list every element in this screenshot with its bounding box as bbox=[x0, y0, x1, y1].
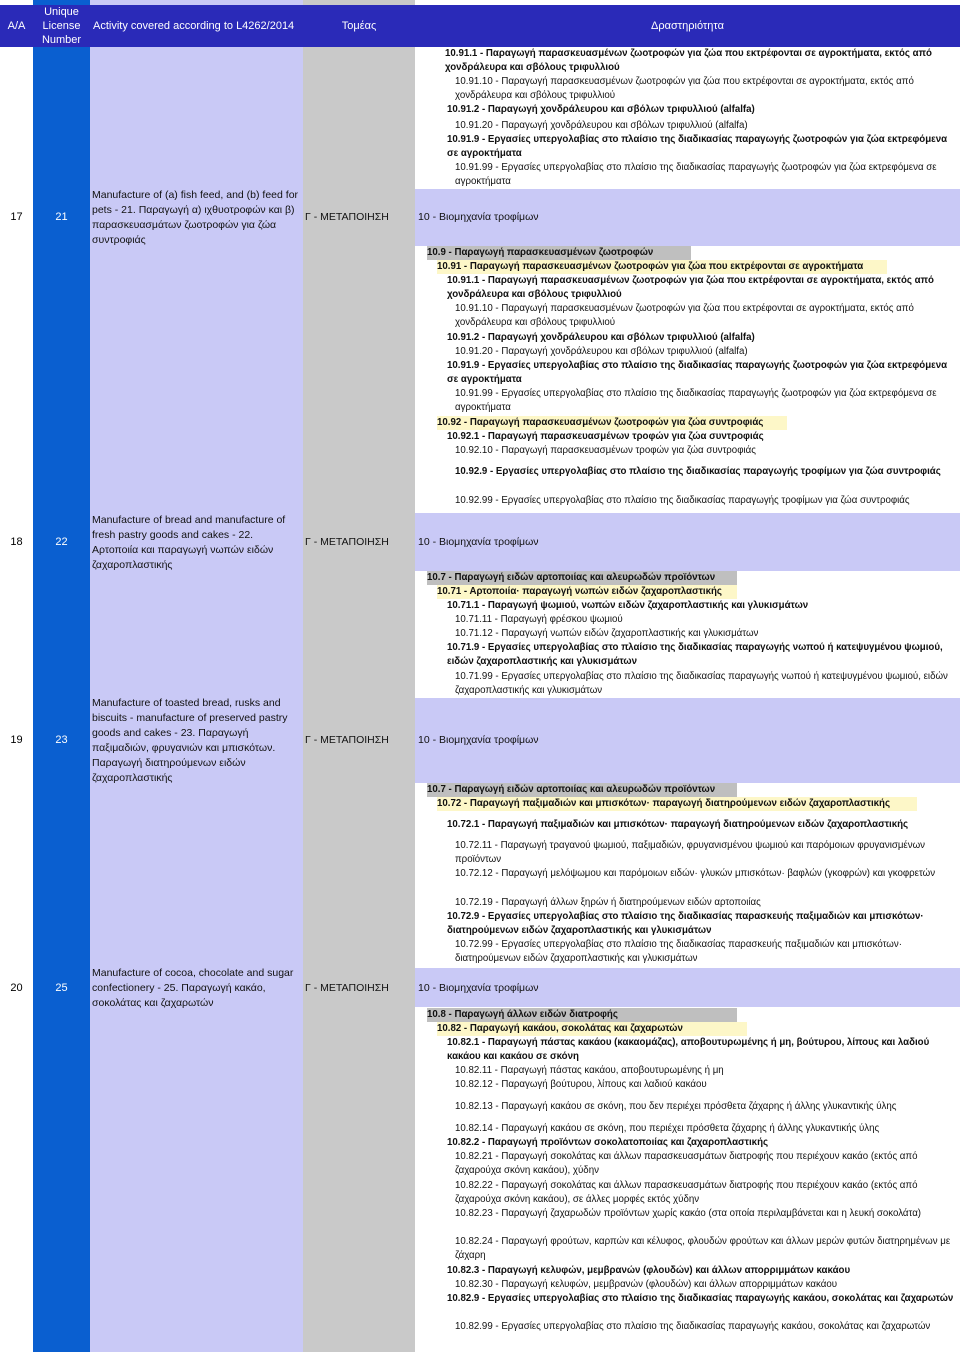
activity-code-line: 10.71.1 - Παραγωγή ψωμιού, νωπών ειδών ζαχαροπλαστικής και γλυκισμάτων bbox=[447, 600, 809, 611]
row-division-20: 10 - Βιομηχανία τροφίμων bbox=[418, 982, 539, 994]
activity-code-line: 10.91.1 - Παραγωγή παρασκευασμένων ζωοτροφών για ζώα που εκτρέφονται σε αγροκτήματα, εκτός από χονδράλευρα και σβόλους τριφυλλιού bbox=[447, 275, 934, 300]
activity-code-line: 10.82.23 - Παραγωγή ζαχαρωδών προϊόντων χωρίς κακάο (στα οποία περιλαμβάνεται και η λευκή σοκολάτα) bbox=[455, 1208, 922, 1219]
header-aa bbox=[0, 5, 33, 47]
column-aa bbox=[0, 0, 33, 1352]
header-aa-label: A/A bbox=[7, 20, 26, 32]
column-sector bbox=[303, 0, 415, 1352]
activity-code-line: 10.91.1 - Παραγωγή παρασκευασμένων ζωοτροφών για ζώα που εκτρέφονται σε αγροκτήματα, εκτός από χονδράλευρα και σβόλους τριφυλλιού bbox=[445, 48, 932, 73]
header-sector-label: Τομέας bbox=[341, 20, 377, 32]
row-aa-19: 19 bbox=[10, 734, 23, 746]
row-activity-17: Manufacture of (a) fish feed, and (b) feed for pets - 21. Παραγωγή α) ιχθυοτροφών και β) παρασκευασμάτων ζωοτροφών για ζώα συντροφιάς bbox=[92, 189, 299, 246]
activity-code-line: 10.82.21 - Παραγωγή σοκολάτας και άλλων παρασκευασμάτων διατροφής που περιέχουν κακάο (εκτός από ζαχαρούχα σκόνη κακάου), χύδην bbox=[455, 1151, 918, 1176]
activity-code-line: 10.82.99 - Εργασίες υπεργολαβίας στο πλαίσιο της διαδικασίας παραγωγής κακάου, σοκολάτας και ζαχαρωτών bbox=[455, 1321, 931, 1332]
activity-code-line: 10.72.11 - Παραγωγή τραγανού ψωμιού, παξιμαδιών, φρυγανισμένου ψωμιού και παρόμοιων φρυγανισμένων προϊόντων bbox=[455, 840, 925, 865]
activity-code-line: 10.72.99 - Εργασίες υπεργολαβίας στο πλαίσιο της διαδικασίας παρασκευής παξιμαδιών και μπισκότων· διατηρούμενων ειδών ζαχαροπλαστικής και γλυκισμάτων bbox=[455, 939, 902, 964]
activity-code-line: 10.82.22 - Παραγωγή σοκολάτας και άλλων παρασκευασμάτων διατροφής που περιέχουν κακάο (εκτός από ζαχαρούχα σκόνη κακάου), σε άλλες μορφές εκτός χύδην bbox=[455, 1180, 918, 1205]
header-activity-gr bbox=[415, 5, 960, 47]
row-license-20: 25 bbox=[55, 982, 68, 994]
activity-code-line: 10.72.19 - Παραγωγή άλλων ξηρών ή διατηρούμενων ειδών αρτοποιίας bbox=[455, 897, 761, 908]
activity-code-line: 10.8 - Παραγωγή άλλων ειδών διατροφής bbox=[427, 1008, 737, 1022]
row-activity-20: Manufacture of cocoa, chocolate and sugar confectionery - 25. Παραγωγή κακάο, σοκολάτας και ζαχαρωτών bbox=[92, 967, 294, 1009]
column-license bbox=[33, 0, 90, 1352]
activity-code-line: 10.72.12 - Παραγωγή μελόψωμου και παρόμοιων ειδών· γλυκών μπισκότων· βαφλών (γκοφρών) και γκοφρετών bbox=[455, 868, 936, 879]
activity-code-line: 10.82.14 - Παραγωγή κακάου σε σκόνη, που περιέχει πρόσθετα ζάχαρης ή άλλης γλυκαντικής ύλης bbox=[455, 1123, 880, 1134]
header-license-line2: License bbox=[42, 20, 81, 32]
activity-code-line: 10.82.24 - Παραγωγή φρούτων, καρπών και κέλυφος, φλουδών φρούτων και άλλων μερών φυτών διατηρημένων με ζάχαρη bbox=[455, 1236, 951, 1261]
header-license-line1: Unique bbox=[44, 6, 79, 18]
activity-code-line: 10.82.1 - Παραγωγή πάστας κακάου (κακαομάζας), αποβουτυρωμένης ή μη, βούτυρου, λίπους και λαδιού κακάου και κακάου σε σκόνη bbox=[447, 1037, 930, 1062]
row-license-19: 23 bbox=[55, 734, 68, 746]
activity-code-line: 10.91 - Παραγωγή παρασκευασμένων ζωοτροφών για ζώα που εκτρέφονται σε αγροκτήματα bbox=[437, 260, 887, 274]
activity-code-line: 10.91.99 - Εργασίες υπεργολαβίας στο πλαίσιο της διαδικασίας παραγωγής ζωοτροφών για ζώα εκτρεφόμενα σε αγροκτήματα bbox=[455, 388, 937, 413]
header-activity-label: Activity covered according to L4262/2014 bbox=[93, 20, 295, 32]
row-aa-17: 17 bbox=[10, 211, 23, 223]
header-activity-gr-label: Δραστηριότητα bbox=[651, 20, 724, 32]
row-aa-20: 20 bbox=[10, 982, 23, 994]
row-division-19: 10 - Βιομηχανία τροφίμων bbox=[418, 734, 539, 746]
row-sector-19: Γ - ΜΕΤΑΠΟΙΗΣΗ bbox=[305, 734, 389, 746]
row-license-18: 22 bbox=[55, 536, 68, 548]
activity-code-line: 10.7 - Παραγωγή ειδών αρτοποιίας και αλευρωδών προϊόντων bbox=[427, 783, 737, 797]
activity-code-line: 10.82.13 - Παραγωγή κακάου σε σκόνη, που δεν περιέχει πρόσθετα ζάχαρης ή άλλης γλυκαντικής ύλης bbox=[455, 1101, 897, 1112]
activity-code-line: 10.91.2 - Παραγωγή χονδράλευρου και σβόλων τριφυλλιού (alfalfa) bbox=[447, 332, 755, 343]
activity-code-line: 10.92.9 - Εργασίες υπεργολαβίας στο πλαίσιο της διαδικασίας παραγωγής τροφίμων για ζώα συντροφιάς bbox=[455, 466, 941, 477]
row-division-18: 10 - Βιομηχανία τροφίμων bbox=[418, 536, 539, 548]
activity-code-line: 10.82.3 - Παραγωγή κελυφών, μεμβρανών (φλουδών) και άλλων απορριμμάτων κακάου bbox=[447, 1265, 851, 1276]
activity-code-line: 10.91.10 - Παραγωγή παρασκευασμένων ζωοτροφών για ζώα που εκτρέφονται σε αγροκτήματα, εκτός από χονδράλευρα και σβόλους τριφυλλιού bbox=[455, 303, 914, 328]
header-license bbox=[33, 5, 90, 47]
activity-code-line: 10.7 - Παραγωγή ειδών αρτοποιίας και αλευρωδών προϊόντων bbox=[427, 571, 737, 585]
activity-code-line: 10.82 - Παραγωγή κακάου, σοκολάτας και ζαχαρωτών bbox=[437, 1022, 747, 1036]
header-license-line3: Number bbox=[41, 34, 82, 46]
activity-code-line: 10.72.1 - Παραγωγή παξιμαδιών και μπισκότων· παραγωγή διατηρούμενων ειδών ζαχαροπλαστικής bbox=[447, 819, 909, 830]
activity-code-line: 10.82.9 - Εργασίες υπεργολαβίας στο πλαίσιο της διαδικασίας παραγωγής κακάου, σοκολάτας και ζαχαρωτών bbox=[447, 1293, 954, 1304]
activity-code-line: 10.82.30 - Παραγωγή κελυφών, μεμβρανών (φλουδών) και άλλων απορριμμάτων κακάου bbox=[455, 1279, 838, 1290]
activity-code-line: 10.92 - Παραγωγή παρασκευασμένων ζωοτροφών για ζώα συντροφιάς bbox=[437, 416, 787, 430]
activity-code-line: 10.92.10 - Παραγωγή παρασκευασμένων τροφών για ζώα συντροφιάς bbox=[455, 445, 756, 456]
activity-code-line: 10.71.11 - Παραγωγή φρέσκου ψωμιού bbox=[455, 614, 623, 625]
activity-code-line: 10.91.9 - Εργασίες υπεργολαβίας στο πλαίσιο της διαδικασίας παραγωγής ζωοτροφών για ζώα εκτρεφόμενα σε αγροκτήματα bbox=[447, 134, 948, 159]
row-aa-18: 18 bbox=[10, 536, 23, 548]
activity-code-line: 10.91.99 - Εργασίες υπεργολαβίας στο πλαίσιο της διαδικασίας παραγωγής ζωοτροφών για ζώα εκτρεφόμενα σε αγροκτήματα bbox=[455, 162, 937, 187]
activity-code-line: 10.91.2 - Παραγωγή χονδράλευρου και σβόλων τριφυλλιού (alfalfa) bbox=[447, 104, 755, 115]
row-sector-18: Γ - ΜΕΤΑΠΟΙΗΣΗ bbox=[305, 536, 389, 548]
activity-code-line: 10.82.12 - Παραγωγή βούτυρου, λίπους και λαδιού κακάου bbox=[455, 1079, 707, 1090]
row-sector-17: Γ - ΜΕΤΑΠΟΙΗΣΗ bbox=[305, 211, 389, 223]
activity-code-line: 10.71.99 - Εργασίες υπεργολαβίας στο πλαίσιο της διαδικασίας παραγωγής νωπού ή κατεψυγμένου ψωμιού, ειδών ζαχαροπλαστικής και γλυκισμάτων bbox=[455, 671, 948, 696]
activity-code-line: 10.91.20 - Παραγωγή χονδράλευρου και σβόλων τριφυλλιού (alfalfa) bbox=[455, 120, 748, 131]
row-activity-19: Manufacture of toasted bread, rusks and biscuits - manufacture of preserved pastry goods and cakes - 23. Παραγωγή παξιμαδιών, φρυγανιών και μπισκότων. Παραγωγή διατηρούμενων ειδών ζαχαροπλαστικής bbox=[92, 697, 288, 784]
activity-code-line: 10.92.1 - Παραγωγή παρασκευασμένων τροφών για ζώα συντροφιάς bbox=[447, 431, 764, 442]
row-division-17: 10 - Βιομηχανία τροφίμων bbox=[418, 211, 539, 223]
header-sector bbox=[303, 5, 415, 47]
activity-code-line: 10.91.9 - Εργασίες υπεργολαβίας στο πλαίσιο της διαδικασίας παραγωγής ζωοτροφών για ζώα εκτρεφόμενα σε αγροκτήματα bbox=[447, 360, 948, 385]
activity-code-line: 10.71 - Αρτοποιία· παραγωγή νωπών ειδών ζαχαροπλαστικής bbox=[437, 585, 737, 599]
activity-code-line: 10.82.11 - Παραγωγή πάστας κακάου, αποβουτυρωμένης ή μη bbox=[455, 1065, 724, 1076]
activity-code-line: 10.92.99 - Εργασίες υπεργολαβίας στο πλαίσιο της διαδικασίας παραγωγής τροφίμων για ζώα συντροφιάς bbox=[455, 495, 910, 506]
row-sector-20: Γ - ΜΕΤΑΠΟΙΗΣΗ bbox=[305, 982, 389, 994]
activity-code-line: 10.71.9 - Εργασίες υπεργολαβίας στο πλαίσιο της διαδικασίας παραγωγής νωπού ή κατεψυγμένου ψωμιού, ειδών ζαχαροπλαστικής και γλυκισμάτων bbox=[447, 642, 943, 667]
row-license-17: 21 bbox=[55, 211, 68, 223]
row-activity-18: Manufacture of bread and manufacture of fresh pastry goods and cakes - 22. Αρτοποιία και παραγωγή νωπών ειδών ζαχαροπλαστικής bbox=[92, 514, 286, 571]
activity-code-line: 10.72 - Παραγωγή παξιμαδιών και μπισκότων· παραγωγή διατηρούμενων ειδών ζαχαροπλαστικής bbox=[437, 797, 917, 811]
activity-code-line: 10.82.2 - Παραγωγή προϊόντων σοκολατοποιίας και ζαχαροπλαστικής bbox=[447, 1137, 769, 1148]
activity-code-line: 10.91.10 - Παραγωγή παρασκευασμένων ζωοτροφών για ζώα που εκτρέφονται σε αγροκτήματα, εκτός από χονδράλευρα και σβόλους τριφυλλιού bbox=[455, 76, 914, 101]
activity-code-line: 10.72.9 - Εργασίες υπεργολαβίας στο πλαίσιο της διαδικασίας παρασκευής παξιμαδιών και μπισκότων· διατηρούμενων ειδών ζαχαροπλαστικής και γλυκισμάτων bbox=[447, 911, 924, 936]
activity-code-line: 10.9 - Παραγωγή παρασκευασμένων ζωοτροφών bbox=[427, 246, 691, 260]
activity-code-line: 10.71.12 - Παραγωγή νωπών ειδών ζαχαροπλαστικής και γλυκισμάτων bbox=[455, 628, 759, 639]
header-activity bbox=[90, 5, 303, 47]
activity-code-line: 10.91.20 - Παραγωγή χονδράλευρου και σβόλων τριφυλλιού (alfalfa) bbox=[455, 346, 748, 357]
